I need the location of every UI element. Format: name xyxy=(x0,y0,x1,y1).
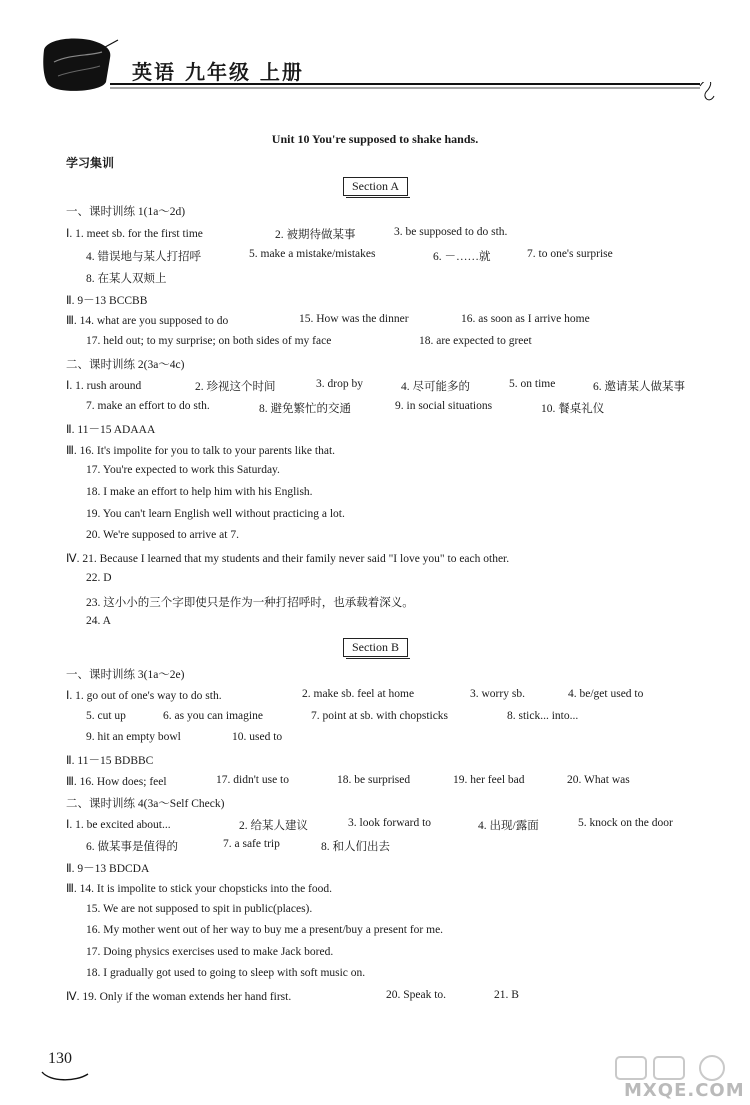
answer-item: 2. 珍视这个时间 xyxy=(195,381,276,393)
answer-row xyxy=(66,989,746,1005)
answer-row xyxy=(86,710,746,726)
answer-item: 9. hit an empty bowl xyxy=(86,731,181,743)
answer-row: Ⅱ. 11－15 BDBBC xyxy=(66,755,154,767)
answer-item: 2. 给某人建议 xyxy=(239,820,308,832)
answer-row xyxy=(66,774,746,790)
answer-item: 5. on time xyxy=(509,378,556,390)
answer-item: 6. 做某事是值得的 xyxy=(86,841,178,853)
answer-row: 18. I gradually got used to going to sleep with soft music on. xyxy=(86,967,366,979)
answer-row: Ⅲ. 14. It is impolite to stick your chopsticks into the food. xyxy=(66,883,333,895)
answer-item: 21. B xyxy=(494,989,519,1001)
answer-item: 4. 出现/露面 xyxy=(478,820,539,832)
answer-row: 24. A xyxy=(86,615,111,627)
answer-item: Ⅲ. 14. what are you supposed to do xyxy=(66,315,229,327)
page-number: 130 xyxy=(48,1050,72,1067)
answer-item: 20. Speak to. xyxy=(386,989,447,1001)
answer-item: 3. look forward to xyxy=(348,817,432,829)
answer-row xyxy=(86,248,746,264)
answer-row xyxy=(66,313,746,329)
answer-item: 18. are expected to greet xyxy=(419,335,532,347)
unit-title: Unit 10 You're supposed to shake hands. xyxy=(271,132,479,146)
answer-item: 3. be supposed to do sth. xyxy=(394,226,508,238)
answer-row: Ⅳ. 21. Because I learned that my students and their family never said "I love you" to each other. xyxy=(66,553,510,565)
section-b-label: Section B xyxy=(343,638,408,657)
answer-row: 18. I make an effort to help him with his English. xyxy=(86,486,313,498)
answer-row xyxy=(86,838,746,854)
watermark-text: MXQE.COM xyxy=(624,1080,745,1101)
answer-item: 5. make a mistake/mistakes xyxy=(249,248,376,260)
answer-item: 3. drop by xyxy=(316,378,363,390)
lesson-2-heading: 二、课时训练 2(3a～4c) xyxy=(66,359,185,371)
answer-item: 8. 和人们出去 xyxy=(321,841,390,853)
answer-row xyxy=(66,817,746,833)
answer-row: 20. We're supposed to arrive at 7. xyxy=(86,529,239,541)
answer-row: 17. Doing physics exercises used to make Jack bored. xyxy=(86,946,334,958)
answer-row: 23. 这小小的三个字即使只是作为一种打招呼时，也承载着深义。 xyxy=(86,597,414,609)
answer-item: 2. 被期待做某事 xyxy=(275,229,356,241)
answer-item: 9. in social situations xyxy=(395,400,493,412)
answer-row xyxy=(66,378,746,394)
study-title: 学习集训 xyxy=(66,156,115,170)
answer-item: 7. make an effort to do sth. xyxy=(86,400,210,412)
answer-item: 6. 邀请某人做某事 xyxy=(593,381,685,393)
answer-item: Ⅰ. 1. rush around xyxy=(66,380,142,392)
answer-item: 7. to one's surprise xyxy=(527,248,613,260)
answer-item: Ⅰ. 1. go out of one's way to do sth. xyxy=(66,690,222,702)
answer-item: 6. －……就 xyxy=(433,251,491,263)
answer-row: Ⅱ. 11－15 ADAAA xyxy=(66,424,156,436)
answer-row xyxy=(86,335,746,351)
answer-row: 8. 在某人双颊上 xyxy=(86,273,167,285)
header-logo-icon xyxy=(40,36,120,94)
answer-item: 20. What was xyxy=(567,774,630,786)
answer-item: 7. point at sb. with chopsticks xyxy=(311,710,449,722)
answer-item: Ⅲ. 16. How does; feel xyxy=(66,776,167,788)
answer-row: 22. D xyxy=(86,572,112,584)
answer-item: 10. used to xyxy=(232,731,283,743)
answer-item: Ⅰ. 1. meet sb. for the first time xyxy=(66,228,203,240)
answer-item: 7. a safe trip xyxy=(223,838,280,850)
lesson-3-heading: 一、课时训练 3(1a～2e) xyxy=(66,669,185,681)
answer-row xyxy=(66,688,746,704)
answer-item: 8. stick... into... xyxy=(507,710,579,722)
answer-item: 19. her feel bad xyxy=(453,774,525,786)
header-rule xyxy=(110,82,720,106)
answer-row: 19. You can't learn English well without practicing a lot. xyxy=(86,508,345,520)
answer-row: 15. We are not supposed to spit in public(places). xyxy=(86,903,313,915)
section-a-label: Section A xyxy=(343,177,408,196)
answer-item: 5. knock on the door xyxy=(578,817,673,829)
answer-item: 2. make sb. feel at home xyxy=(302,688,415,700)
answer-item: 18. be surprised xyxy=(337,774,411,786)
answer-item: 8. 避免繁忙的交通 xyxy=(259,403,351,415)
page-number-swoosh-icon xyxy=(40,1070,90,1084)
answer-item: Ⅰ. 1. be excited about... xyxy=(66,819,171,831)
answer-row: Ⅲ. 16. It's impolite for you to talk to your parents like that. xyxy=(66,445,336,457)
answer-row: Ⅱ. 9－13 BDCDA xyxy=(66,863,150,875)
answer-item: 6. as you can imagine xyxy=(163,710,263,722)
answer-item: 15. How was the dinner xyxy=(299,313,409,325)
answer-item: Ⅳ. 19. Only if the woman extends her hand first. xyxy=(66,991,292,1003)
answer-item: 4. be/get used to xyxy=(568,688,644,700)
answer-item: 16. as soon as I arrive home xyxy=(461,313,590,325)
answer-row xyxy=(66,226,746,242)
answer-item: 5. cut up xyxy=(86,710,126,722)
lesson-4-heading: 二、课时训练 4(3a～Self Check) xyxy=(66,798,225,810)
watermark-logo-icon xyxy=(612,1053,742,1083)
lesson-1-heading: 一、课时训练 1(1a～2d) xyxy=(66,206,186,218)
answer-item: 3. worry sb. xyxy=(470,688,525,700)
answer-row xyxy=(86,400,746,416)
answer-row: 16. My mother went out of her way to buy me a present/buy a present for me. xyxy=(86,924,444,936)
header-title: 英语 九年级 上册 xyxy=(132,60,304,84)
answer-item: 17. didn't use to xyxy=(216,774,289,786)
answer-item: 4. 错误地与某人打招呼 xyxy=(86,251,201,263)
answer-item: 4. 尽可能多的 xyxy=(401,381,470,393)
answer-row xyxy=(86,731,746,747)
answer-row: Ⅱ. 9－13 BCCBB xyxy=(66,295,148,307)
answer-item: 10. 餐桌礼仪 xyxy=(541,403,605,415)
answer-row: 17. You're expected to work this Saturday. xyxy=(86,464,280,476)
answer-item: 17. held out; to my surprise; on both sides of my face xyxy=(86,335,332,347)
